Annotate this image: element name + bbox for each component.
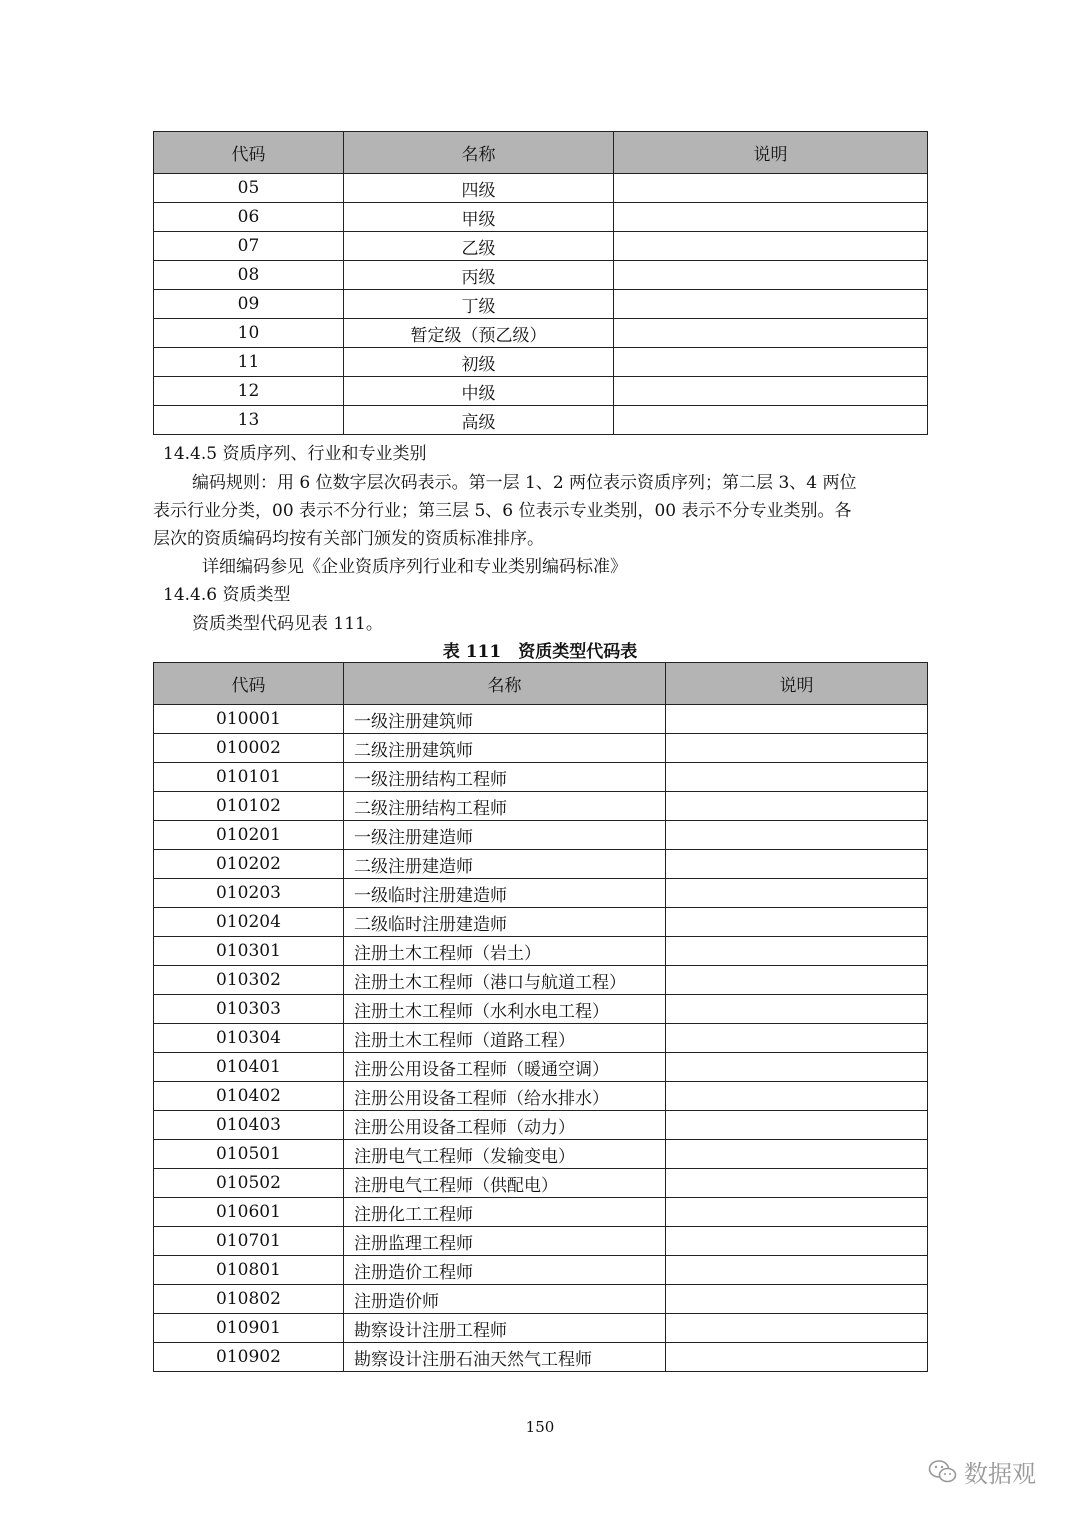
table-row	[154, 1343, 928, 1372]
table-caption: 表 111 资质类型代码表	[442, 642, 638, 662]
desc-cell	[666, 1343, 928, 1372]
table-row	[154, 1053, 928, 1082]
table-row	[154, 1198, 928, 1227]
desc-cell	[666, 1227, 928, 1256]
name-cell: 注册化工工程师	[344, 1198, 666, 1227]
header-name: 名称	[344, 132, 614, 174]
code-cell: 010002	[154, 734, 344, 763]
table-row	[154, 966, 928, 995]
section-heading-1446: 14.4.6 资质类型	[163, 585, 291, 605]
code-cell: 010304	[154, 1024, 344, 1053]
name-cell: 注册土木工程师（港口与航道工程）	[344, 966, 666, 995]
name-cell: 注册监理工程师	[344, 1227, 666, 1256]
desc-cell	[666, 1198, 928, 1227]
code-cell: 12	[154, 377, 344, 406]
table-row	[154, 705, 928, 734]
desc-cell	[666, 1053, 928, 1082]
code-cell: 010502	[154, 1169, 344, 1198]
name-cell: 注册公用设备工程师（给水排水）	[344, 1082, 666, 1111]
table-body	[154, 705, 928, 1372]
desc-cell	[666, 937, 928, 966]
paragraph-line-3: 层次的资质编码均按有关部门颁发的资质标准排序。	[153, 529, 544, 549]
table-header-row	[154, 132, 928, 174]
table-row	[154, 348, 928, 377]
desc-cell	[614, 319, 928, 348]
name-cell: 一级注册建筑师	[344, 705, 666, 734]
name-cell: 勘察设计注册石油天然气工程师	[344, 1343, 666, 1372]
desc-cell	[614, 174, 928, 203]
table-row	[154, 879, 928, 908]
desc-cell	[666, 1169, 928, 1198]
table-row	[154, 995, 928, 1024]
desc-cell	[614, 348, 928, 377]
code-cell: 010801	[154, 1256, 344, 1285]
desc-cell	[666, 1111, 928, 1140]
code-cell: 10	[154, 319, 344, 348]
desc-cell	[614, 232, 928, 261]
name-cell: 注册造价工程师	[344, 1256, 666, 1285]
table-row	[154, 174, 928, 203]
desc-cell	[614, 377, 928, 406]
name-cell: 一级临时注册建造师	[344, 879, 666, 908]
desc-cell	[666, 908, 928, 937]
page-number: 150	[525, 1418, 555, 1436]
name-cell: 中级	[344, 377, 614, 406]
name-cell: 注册公用设备工程师（动力）	[344, 1111, 666, 1140]
header-desc: 说明	[614, 132, 928, 174]
code-cell: 010802	[154, 1285, 344, 1314]
code-cell: 08	[154, 261, 344, 290]
watermark	[928, 1454, 1036, 1489]
code-cell: 010201	[154, 821, 344, 850]
desc-cell	[614, 203, 928, 232]
table-row	[154, 908, 928, 937]
name-cell: 注册公用设备工程师（暖通空调）	[344, 1053, 666, 1082]
desc-cell	[666, 705, 928, 734]
desc-cell	[666, 1024, 928, 1053]
name-cell: 暂定级（预乙级）	[344, 319, 614, 348]
table-row	[154, 1169, 928, 1198]
paragraph-line-2: 表示行业分类，00 表示不分行业；第三层 5、6 位表示专业类别，00 表示不分专业类别。各	[153, 501, 852, 521]
desc-cell	[614, 261, 928, 290]
code-cell: 06	[154, 203, 344, 232]
desc-cell	[666, 821, 928, 850]
code-cell: 010001	[154, 705, 344, 734]
table-row	[154, 850, 928, 879]
section-paragraph-1446: 资质类型代码见表 111。	[192, 614, 383, 634]
name-cell: 注册土木工程师（水利水电工程）	[344, 995, 666, 1024]
code-cell: 010101	[154, 763, 344, 792]
desc-cell	[666, 1314, 928, 1343]
wechat-icon	[928, 1459, 958, 1485]
table-row	[154, 821, 928, 850]
code-cell: 010501	[154, 1140, 344, 1169]
code-cell: 010204	[154, 908, 344, 937]
code-cell: 010301	[154, 937, 344, 966]
table-row	[154, 734, 928, 763]
watermark-text: 数据观	[964, 1460, 1036, 1488]
section-heading-1445: 14.4.5 资质序列、行业和专业类别	[163, 444, 427, 464]
desc-cell	[666, 1285, 928, 1314]
code-cell: 05	[154, 174, 344, 203]
code-cell: 09	[154, 290, 344, 319]
table-row	[154, 763, 928, 792]
name-cell: 注册电气工程师（供配电）	[344, 1169, 666, 1198]
code-cell: 010402	[154, 1082, 344, 1111]
desc-cell	[614, 290, 928, 319]
desc-cell	[666, 850, 928, 879]
table-row	[154, 1256, 928, 1285]
name-cell: 二级临时注册建造师	[344, 908, 666, 937]
code-cell: 010202	[154, 850, 344, 879]
header-code: 代码	[154, 132, 344, 174]
qualification-type-table	[153, 662, 928, 1372]
code-cell: 13	[154, 406, 344, 435]
name-cell: 二级注册建造师	[344, 850, 666, 879]
name-cell: 一级注册结构工程师	[344, 763, 666, 792]
name-cell: 勘察设计注册工程师	[344, 1314, 666, 1343]
desc-cell	[666, 734, 928, 763]
name-cell: 四级	[344, 174, 614, 203]
desc-cell	[614, 406, 928, 435]
header-desc: 说明	[666, 663, 928, 705]
name-cell: 注册土木工程师（岩土）	[344, 937, 666, 966]
table-row	[154, 406, 928, 435]
code-cell: 010902	[154, 1343, 344, 1372]
table-row	[154, 290, 928, 319]
code-cell: 07	[154, 232, 344, 261]
table-row	[154, 1285, 928, 1314]
code-cell: 010102	[154, 792, 344, 821]
desc-cell	[666, 792, 928, 821]
code-cell: 010601	[154, 1198, 344, 1227]
name-cell: 二级注册建筑师	[344, 734, 666, 763]
table-body	[154, 174, 928, 435]
name-cell: 丙级	[344, 261, 614, 290]
code-cell: 11	[154, 348, 344, 377]
desc-cell	[666, 879, 928, 908]
table-row	[154, 1111, 928, 1140]
table-row	[154, 377, 928, 406]
table-row	[154, 937, 928, 966]
table-row	[154, 261, 928, 290]
code-cell: 010403	[154, 1111, 344, 1140]
desc-cell	[666, 1082, 928, 1111]
name-cell: 注册电气工程师（发输变电）	[344, 1140, 666, 1169]
table-row	[154, 203, 928, 232]
table-row	[154, 1024, 928, 1053]
table-row	[154, 1314, 928, 1343]
header-code: 代码	[154, 663, 344, 705]
desc-cell	[666, 1140, 928, 1169]
paragraph-line-1: 编码规则：用 6 位数字层次码表示。第一层 1、2 两位表示资质序列；第二层 3、4 两位	[192, 473, 857, 493]
desc-cell	[666, 1256, 928, 1285]
table-row	[154, 319, 928, 348]
code-cell: 010203	[154, 879, 344, 908]
table-row	[154, 1140, 928, 1169]
name-cell: 高级	[344, 406, 614, 435]
name-cell: 一级注册建造师	[344, 821, 666, 850]
reference-line: 详细编码参见《企业资质序列行业和专业类别编码标准》	[202, 557, 627, 577]
code-cell: 010401	[154, 1053, 344, 1082]
table-row	[154, 232, 928, 261]
name-cell: 注册土木工程师（道路工程）	[344, 1024, 666, 1053]
name-cell: 二级注册结构工程师	[344, 792, 666, 821]
table-header-row	[154, 663, 928, 705]
name-cell: 丁级	[344, 290, 614, 319]
table-row	[154, 1082, 928, 1111]
header-name: 名称	[344, 663, 666, 705]
desc-cell	[666, 995, 928, 1024]
code-cell: 010302	[154, 966, 344, 995]
code-cell: 010901	[154, 1314, 344, 1343]
name-cell: 甲级	[344, 203, 614, 232]
table-row	[154, 1227, 928, 1256]
grade-code-table	[153, 131, 928, 435]
name-cell: 初级	[344, 348, 614, 377]
name-cell: 注册造价师	[344, 1285, 666, 1314]
code-cell: 010701	[154, 1227, 344, 1256]
table-row	[154, 792, 928, 821]
desc-cell	[666, 966, 928, 995]
desc-cell	[666, 763, 928, 792]
name-cell: 乙级	[344, 232, 614, 261]
code-cell: 010303	[154, 995, 344, 1024]
